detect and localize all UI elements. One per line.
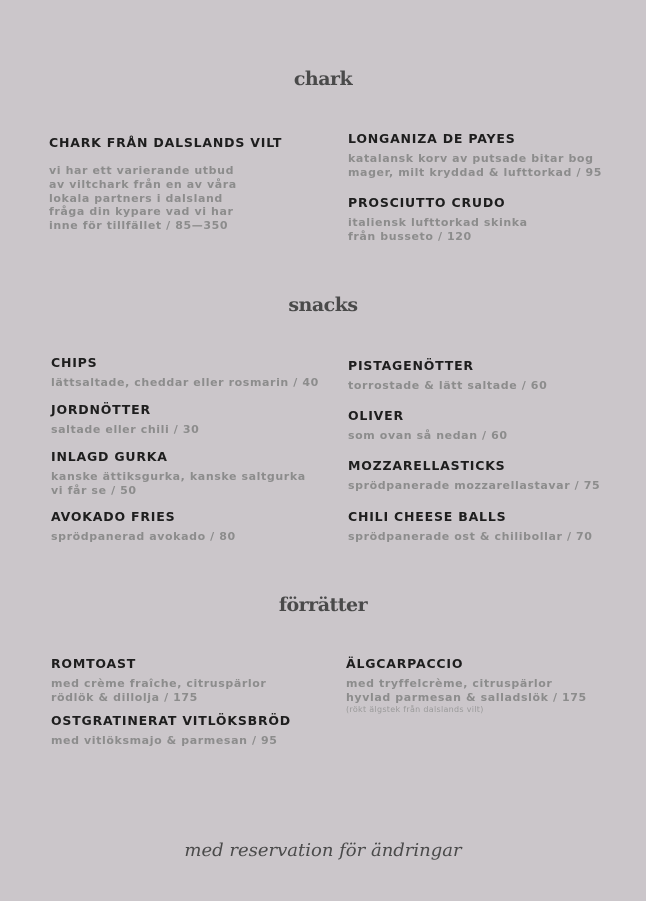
item-name: CHARK FRÅN DALSLANDS VILT — [49, 135, 283, 150]
menu-item-pistagenotter — [348, 358, 547, 393]
item-description: som ovan så nedan / 60 — [348, 429, 508, 442]
item-name: INLAGD GURKA — [51, 449, 168, 464]
item-note: (rökt älgstek från dalslands vilt) — [346, 704, 484, 714]
item-description: vi har ett varierande utbud av viltchark från en av våra lokala partners i dalsland fråga din kypare vad vi har inne för tillfället / 85—350 — [49, 164, 237, 233]
menu-item-vitloksbrod — [51, 713, 291, 748]
item-name: MOZZARELLASTICKS — [348, 458, 506, 473]
item-name: JORDNÖTTER — [51, 402, 151, 417]
menu-item-prosciutto — [348, 195, 528, 244]
item-description: torrostade & lätt saltade / 60 — [348, 379, 548, 392]
menu-item-chili-cheese-balls — [348, 509, 593, 544]
item-description: katalansk korv av putsade bitar bog mager, milt kryddad & lufttorkad / 95 — [348, 152, 603, 179]
item-name: ROMTOAST — [51, 656, 137, 671]
item-name: OLIVER — [348, 408, 404, 423]
item-name: OSTGRATINERAT VITLÖKSBRÖD — [51, 713, 291, 728]
section-title-snacks: snacks — [288, 294, 358, 316]
item-name: PISTAGENÖTTER — [348, 358, 474, 373]
item-description: italiensk lufttorkad skinka från busseto / 120 — [348, 216, 528, 243]
menu-item-inlagd-gurka — [51, 449, 306, 498]
item-description: sprödpanerade mozzarellastavar / 75 — [348, 479, 601, 492]
item-name: CHILI CHEESE BALLS — [348, 509, 507, 524]
item-description: sprödpanerad avokado / 80 — [51, 530, 236, 543]
menu-item-algcarpaccio — [346, 656, 587, 715]
section-title-forratter: förrätter — [278, 594, 368, 616]
item-description: med vitlöksmajo & parmesan / 95 — [51, 734, 278, 747]
menu-item-jordnotter — [51, 402, 199, 437]
section-title-chark: chark — [293, 68, 353, 90]
item-name: CHIPS — [51, 355, 98, 370]
footer-disclaimer: med reservation för ändringar — [184, 840, 462, 861]
item-description: kanske ättiksgurka, kanske saltgurka vi får se / 50 — [51, 470, 306, 497]
item-name: LONGANIZA DE PAYES — [348, 131, 516, 146]
menu-item-oliver — [348, 408, 508, 443]
menu-item-chark-dalsland — [49, 135, 282, 233]
item-description: med tryffelcrème, citruspärlor hyvlad parmesan & salladslök / 175 — [346, 677, 587, 704]
item-description: saltade eller chili / 30 — [51, 423, 200, 436]
menu-item-chips — [51, 355, 319, 390]
item-name: PROSCIUTTO CRUDO — [348, 195, 506, 210]
item-description: med crème fraîche, citruspärlor rödlök & dillolja / 175 — [51, 677, 267, 704]
item-name: ÄLGCARPACCIO — [346, 656, 464, 671]
menu-item-longaniza — [348, 131, 602, 180]
item-name: AVOKADO FRIES — [51, 509, 176, 524]
item-description: sprödpanerade ost & chilibollar / 70 — [348, 530, 593, 543]
menu-item-romtoast — [51, 656, 266, 705]
menu-item-avokado-fries — [51, 509, 236, 544]
menu-item-mozzarellasticks — [348, 458, 600, 493]
item-description: lättsaltade, cheddar eller rosmarin / 40 — [51, 376, 319, 389]
